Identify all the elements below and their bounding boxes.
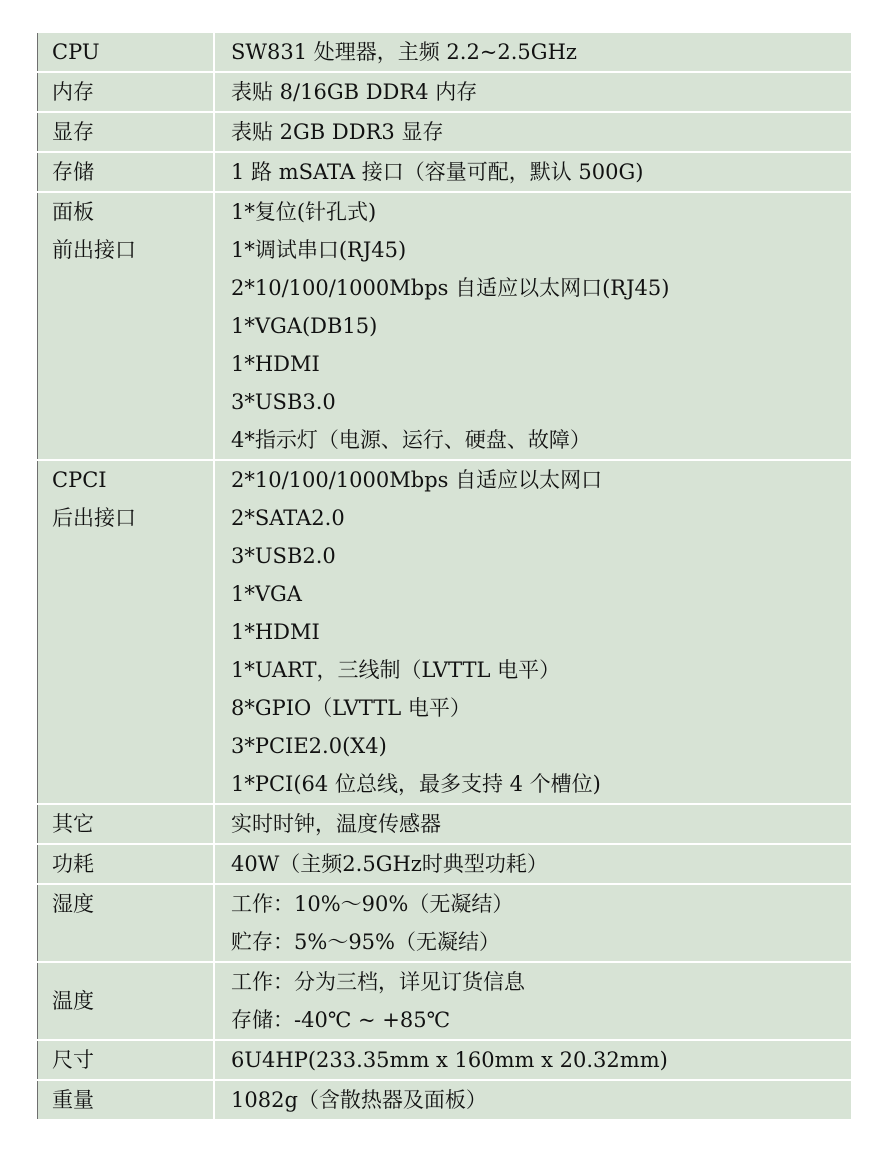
spec-value-line: 1082g（含散热器及面板） <box>231 1088 487 1112</box>
spec-table <box>37 33 851 1119</box>
spec-label-line: 尺寸 <box>52 1048 94 1072</box>
spec-value <box>214 1080 851 1119</box>
spec-value-line: 3*USB2.0 <box>231 544 336 568</box>
spec-row-storage <box>38 152 852 192</box>
spec-value <box>214 1040 851 1080</box>
spec-row-video-memory <box>38 112 852 152</box>
spec-value-line: 1*PCI(64 位总线，最多支持 4 个槽位) <box>231 772 601 796</box>
spec-value-line: SW831 处理器，主频 2.2~2.5GHz <box>231 40 577 64</box>
spec-row-dimensions <box>38 1040 852 1080</box>
spec-label <box>38 72 215 112</box>
spec-label-line: CPU <box>52 40 100 64</box>
spec-label-line: 其它 <box>52 812 94 836</box>
spec-value-line: 表贴 8/16GB DDR4 内存 <box>231 80 478 104</box>
spec-label <box>38 804 215 844</box>
spec-label-line: 温度 <box>52 989 94 1013</box>
spec-row-cpu <box>38 33 852 72</box>
spec-value <box>214 844 851 884</box>
spec-value <box>214 460 851 804</box>
spec-value-line: 3*PCIE2.0(X4) <box>231 734 387 758</box>
spec-value-line: 1*复位(针孔式) <box>231 200 377 224</box>
spec-label <box>38 192 215 460</box>
spec-value <box>214 72 851 112</box>
spec-label <box>38 33 215 72</box>
spec-value <box>214 962 851 1040</box>
spec-value <box>214 192 851 460</box>
spec-value-line: 1*HDMI <box>231 352 320 376</box>
spec-value-line: 存储：-40℃ ~ +85℃ <box>231 1008 451 1032</box>
spec-label-line: 面板 <box>52 200 94 224</box>
spec-value <box>214 152 851 192</box>
spec-row-front-panel-io <box>38 192 852 460</box>
spec-label <box>38 884 215 962</box>
spec-value-line: 1*HDMI <box>231 620 320 644</box>
spec-label <box>38 1040 215 1080</box>
spec-row-memory <box>38 72 852 112</box>
spec-label <box>38 962 215 1040</box>
spec-value-line: 工作：分为三档，详见订货信息 <box>231 970 525 994</box>
spec-label-line: 内存 <box>52 80 94 104</box>
spec-label <box>38 112 215 152</box>
spec-value-line: 1*UART，三线制（LVTTL 电平） <box>231 658 561 682</box>
spec-value-line: 1 路 mSATA 接口（容量可配，默认 500G) <box>231 160 644 184</box>
spec-value-line: 1*调试串口(RJ45) <box>231 238 407 262</box>
spec-value-line: 2*SATA2.0 <box>231 506 345 530</box>
spec-label-line: 湿度 <box>52 892 94 916</box>
spec-label <box>38 844 215 884</box>
spec-value-line: 3*USB3.0 <box>231 390 336 414</box>
spec-value-line: 2*10/100/1000Mbps 自适应以太网口(RJ45) <box>231 276 670 300</box>
spec-value <box>214 112 851 152</box>
spec-row-weight <box>38 1080 852 1119</box>
spec-label-line: 存储 <box>52 160 94 184</box>
spec-value-line: 实时时钟，温度传感器 <box>231 812 441 836</box>
spec-label-line: 显存 <box>52 120 94 144</box>
spec-label <box>38 152 215 192</box>
spec-label-line: 功耗 <box>52 852 94 876</box>
spec-value-line: 6U4HP(233.35mm x 160mm x 20.32mm) <box>231 1048 668 1072</box>
spec-value <box>214 33 851 72</box>
spec-value-line: 贮存：5%～95%（无凝结） <box>231 930 500 954</box>
spec-row-power <box>38 844 852 884</box>
spec-value-line: 40W（主频2.5GHz时典型功耗） <box>231 852 548 876</box>
spec-label <box>38 1080 215 1119</box>
spec-value-line: 4*指示灯（电源、运行、硬盘、故障） <box>231 428 591 452</box>
spec-label-line: CPCI <box>52 468 107 492</box>
spec-value-line: 工作：10%～90%（无凝结） <box>231 892 514 916</box>
spec-row-rear-cpci-io <box>38 460 852 804</box>
spec-row-temperature <box>38 962 852 1040</box>
spec-value-line: 1*VGA <box>231 582 302 606</box>
spec-row-other <box>38 804 852 844</box>
spec-value-line: 8*GPIO（LVTTL 电平） <box>231 696 471 720</box>
spec-label <box>38 460 215 804</box>
spec-value <box>214 884 851 962</box>
spec-value-line: 表贴 2GB DDR3 显存 <box>231 120 444 144</box>
spec-label-line: 前出接口 <box>52 238 136 262</box>
spec-label-line: 重量 <box>52 1088 94 1112</box>
spec-row-humidity <box>38 884 852 962</box>
spec-value-line: 2*10/100/1000Mbps 自适应以太网口 <box>231 468 603 492</box>
spec-value <box>214 804 851 844</box>
spec-value-line: 1*VGA(DB15) <box>231 314 378 338</box>
spec-label-line: 后出接口 <box>52 506 136 530</box>
